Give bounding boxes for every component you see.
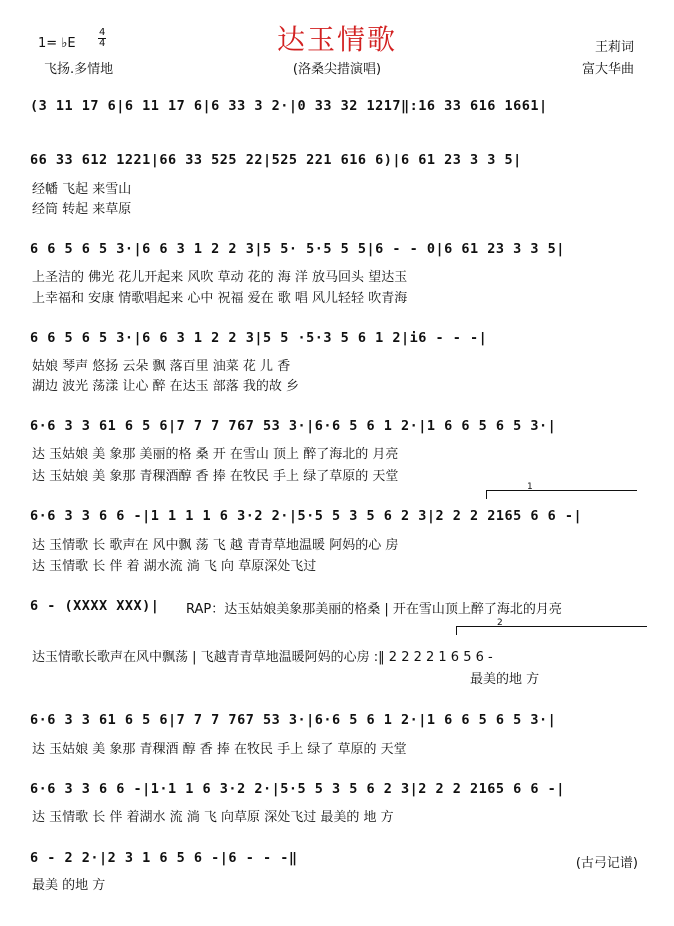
- tempo-marking: 飞扬.多情地: [44, 62, 114, 77]
- lyric-line-5b: 达 玉姑娘 美 象那 青稞酒醇 香 捧 在牧民 手上 绿了草原的 天堂: [32, 469, 399, 484]
- notation-line-6: 6·6 3 3 6 6 -|1 1 1 1 6 3·2 2·|5·5 5 3 5 6 2 3|2 2 2 2165 6 6 -|: [30, 508, 583, 524]
- notation-line-9: 6·6 3 3 61 6 5 6|7 7 7 767 53 3·|6·6 5 6 1 2·|1 6 6 5 6 5 3·|: [30, 712, 557, 728]
- transcriber-credit: (古弓记谱): [575, 856, 638, 871]
- lyric-line-5a: 达 玉姑娘 美 象那 美丽的格 桑 开 在雪山 顶上 醉了海北的 月亮: [32, 447, 399, 462]
- song-subtitle: (洛桑尖措演唱): [292, 62, 382, 77]
- notation-line-7: 6 - (XXXX XXX)|: [30, 598, 160, 614]
- lyric-line-2b: 经筒 转起 来草原: [32, 202, 132, 217]
- lyric-line-6a: 达 玉情歌 长 歌声在 风中飘 荡 飞 越 青青草地温暖 阿妈的心 房: [32, 538, 399, 553]
- lyric-line-10a: 达 玉情歌 长 伴 着湖水 流 淌 飞 向草原 深处飞过 最美的 地 方: [32, 810, 394, 825]
- composer: 富大华曲: [581, 62, 634, 77]
- rap-ending-lyric: 最美的地 方: [470, 672, 540, 687]
- notation-line-10: 6·6 3 3 6 6 -|1·1 1 6 3·2 2·|5·5 5 3 5 6 2 3|2 2 2 2165 6 6 -|: [30, 781, 565, 797]
- volta-bracket-1: 1: [486, 490, 637, 499]
- lyric-line-11a: 最美 的地 方: [32, 878, 106, 893]
- notation-line-11: 6 - 2 2·|2 3 1 6 5 6 -|6 - - -‖: [30, 850, 298, 866]
- notation-line-3: 6 6 5 6 5 3·|6 6 3 1 2 2 3|5 5· 5·5 5 5|6 - - 0|6 61 23 3 3 5|: [30, 241, 565, 257]
- lyric-line-6b: 达 玉情歌 长 伴 着 湖水流 淌 飞 向 草原深处飞过: [32, 559, 317, 574]
- notation-line-5: 6·6 3 3 61 6 5 6|7 7 7 767 53 3·|6·6 5 6 1 2·|1 6 6 5 6 5 3·|: [30, 418, 557, 434]
- rap-line-1: RAP：达玉姑娘美象那美丽的格桑 | 开在雪山顶上醉了海北的月亮: [186, 602, 562, 617]
- lyric-line-9a: 达 玉姑娘 美 象那 青稞酒 醇 香 捧 在牧民 手上 绿了 草原的 天堂: [32, 742, 407, 757]
- volta-bracket-2: 2: [456, 626, 647, 635]
- rap-line-2: 达玉情歌长歌声在风中飘荡 | 飞越青青草地温暖阿妈的心房 :‖ 2 2 2 2 1 6 5 6 -: [32, 650, 493, 665]
- notation-line-2: 66 33 612 1221|66 33 525 22|525 221 616 6)|6 61 23 3 3 5|: [30, 152, 522, 168]
- lyric-line-3a: 上圣洁的 佛光 花儿开起来 风吹 草动 花的 海 洋 放马回头 望达玉: [32, 270, 408, 285]
- notation-line-4: 6 6 5 6 5 3·|6 6 3 1 2 2 3|5 5 ·5·3 5 6 1 2|i6 - - -|: [30, 330, 488, 346]
- lyric-line-3b: 上幸福和 安康 情歌唱起来 心中 祝福 爱在 歌 唱 风儿轻轻 吹青海: [32, 291, 408, 306]
- time-signature: [98, 28, 106, 49]
- lyric-line-4a: 姑娘 琴声 悠扬 云朵 飘 落百里 油菜 花 儿 香: [32, 359, 291, 374]
- song-title: 达玉情歌: [276, 23, 397, 56]
- lyric-line-4b: 湖边 波光 荡漾 让心 醉 在达玉 部落 我的故 乡: [32, 379, 300, 394]
- notation-line-1: (3 11 17 6|6 11 17 6|6 33 3 2·|0 33 32 1217‖:16 33 616 1661|: [30, 98, 548, 114]
- key-signature: 1= ♭E: [38, 36, 76, 51]
- lyric-line-2a: 经幡 飞起 来雪山: [32, 182, 132, 197]
- time-top: 4: [99, 27, 106, 38]
- time-bottom: 4: [99, 38, 106, 49]
- lyricist: 王莉词: [594, 40, 634, 55]
